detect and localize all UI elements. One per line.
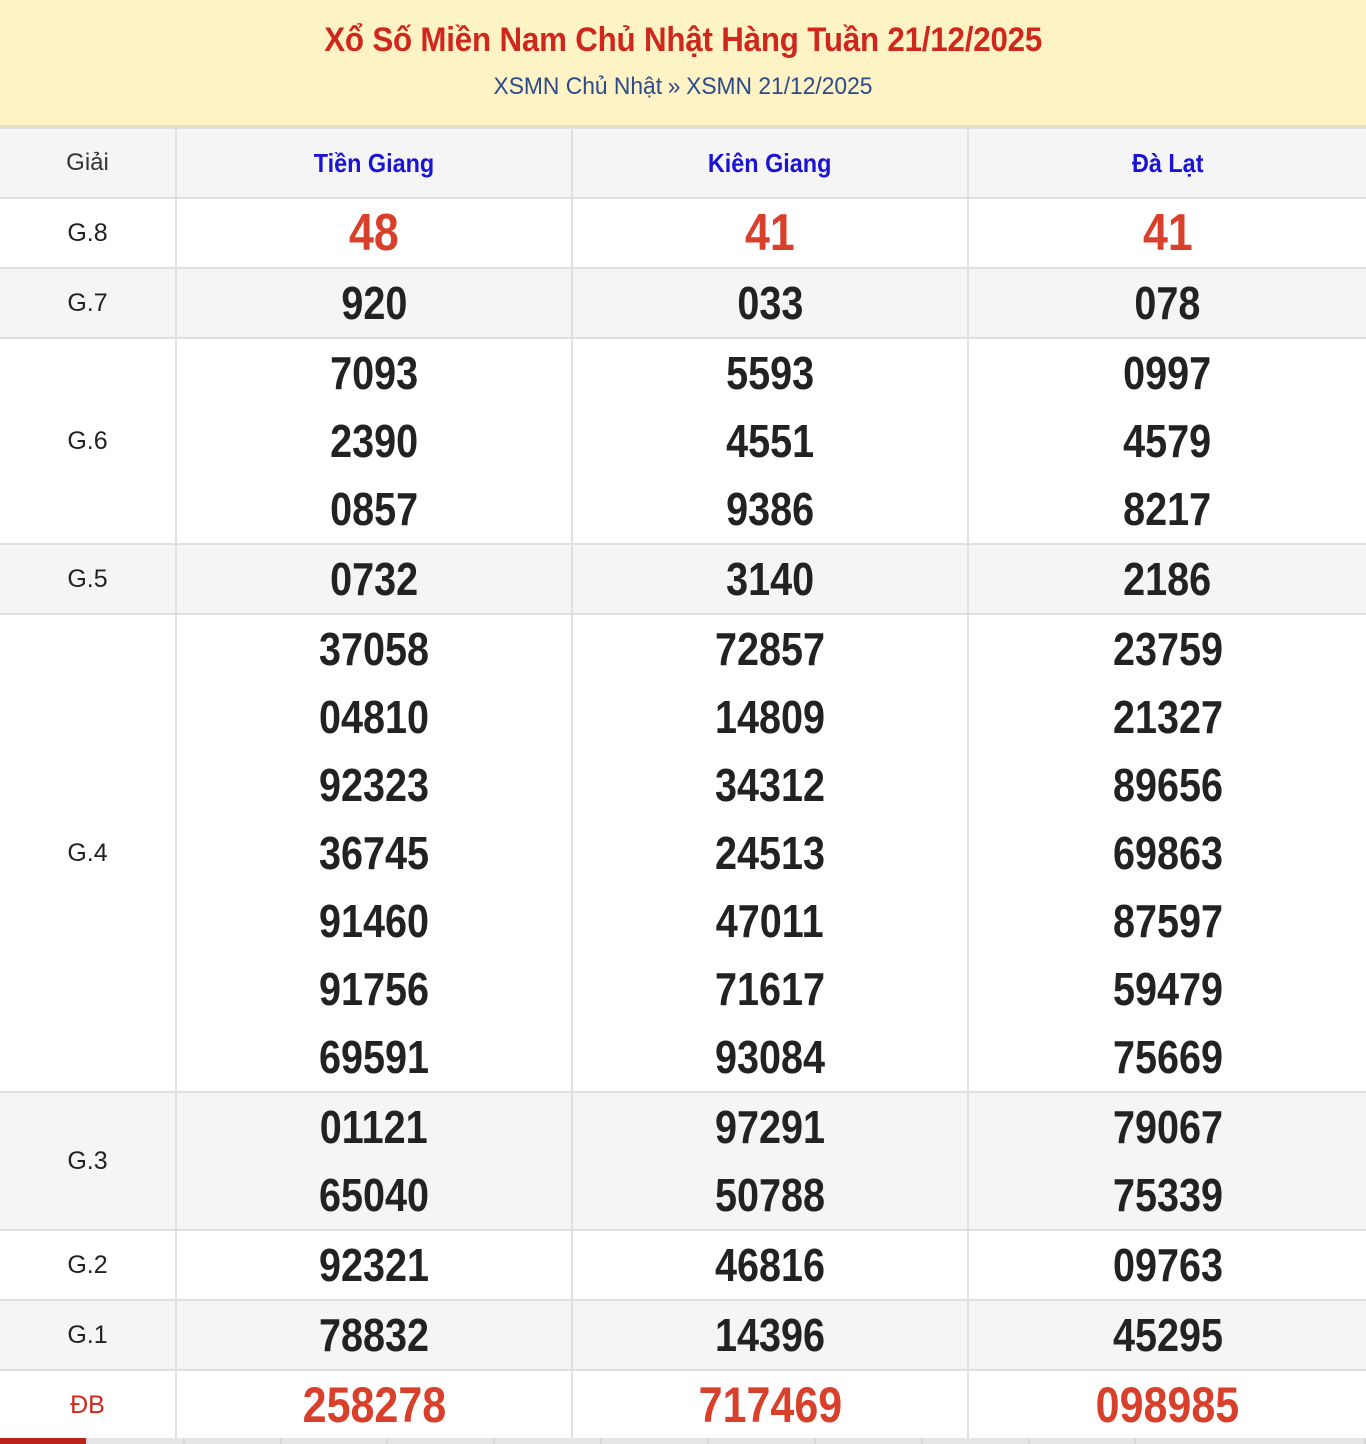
result-cell	[968, 338, 1366, 544]
prize-row-g5	[0, 544, 1366, 614]
result-cell	[572, 268, 968, 338]
winning-number: 46816	[714, 1239, 825, 1291]
prize-label: G.7	[0, 268, 176, 338]
prize-row-đb	[0, 1370, 1366, 1440]
prize-label: G.2	[0, 1230, 176, 1300]
results-table	[0, 127, 1366, 1441]
winning-number: 89656	[1112, 759, 1223, 811]
winning-number: 8217	[1123, 483, 1212, 535]
prize-row-g8	[0, 198, 1366, 268]
winning-number: 72857	[714, 623, 825, 675]
page-title: Xổ Số Miền Nam Chủ Nhật Hàng Tuần 21/12/2025	[324, 21, 1042, 59]
prize-row-g2	[0, 1230, 1366, 1300]
result-cell	[968, 614, 1366, 1092]
result-cell	[572, 1230, 968, 1300]
bottom-tab-10[interactable]	[1030, 1438, 1137, 1444]
page-banner	[0, 0, 1366, 127]
prize-row-g3	[0, 1092, 1366, 1230]
winning-number: 0732	[329, 553, 419, 605]
bottom-tab-6[interactable]	[602, 1438, 709, 1444]
result-cell	[572, 614, 968, 1092]
result-cell	[572, 1092, 968, 1230]
winning-number: 75339	[1112, 1169, 1223, 1221]
prize-row-g7	[0, 268, 1366, 338]
province-header-tien-giang[interactable]: Tiền Giang	[176, 128, 572, 198]
bottom-tab-0[interactable]	[0, 1438, 88, 1444]
winning-number: 14809	[714, 691, 825, 743]
bottom-tab-2[interactable]	[185, 1438, 282, 1444]
result-cell	[572, 198, 968, 268]
result-cell	[176, 1370, 572, 1440]
bottom-tab-8[interactable]	[816, 1438, 923, 1444]
winning-number: 78832	[318, 1309, 429, 1361]
result-cell	[572, 1370, 968, 1440]
province-header-kien-giang[interactable]: Kiên Giang	[572, 128, 968, 198]
winning-number: 69591	[318, 1031, 429, 1083]
result-cell	[968, 1300, 1366, 1370]
winning-number: 0857	[329, 483, 419, 535]
winning-number: 41	[745, 204, 795, 262]
result-cell	[176, 1092, 572, 1230]
winning-number: 48	[349, 204, 399, 262]
winning-number: 01121	[320, 1101, 428, 1153]
result-cell	[176, 1300, 572, 1370]
bottom-tab-4[interactable]	[388, 1438, 495, 1444]
result-cell	[572, 544, 968, 614]
result-cell	[176, 268, 572, 338]
winning-number: 078	[1134, 277, 1201, 329]
winning-number: 5593	[725, 347, 815, 399]
winning-number: 14396	[714, 1309, 825, 1361]
winning-number: 098985	[1095, 1377, 1240, 1433]
result-cell	[968, 1092, 1366, 1230]
winning-number: 717469	[698, 1377, 842, 1433]
breadcrumb-separator: »	[667, 73, 681, 100]
prize-row-g1	[0, 1300, 1366, 1370]
result-cell	[968, 1230, 1366, 1300]
bottom-tab-3[interactable]	[282, 1438, 389, 1444]
winning-number: 50788	[714, 1169, 825, 1221]
result-cell	[176, 338, 572, 544]
prize-label: G.5	[0, 544, 176, 614]
winning-number: 91756	[318, 963, 429, 1015]
prize-label: G.6	[0, 338, 176, 544]
results-body	[0, 198, 1366, 1440]
winning-number: 0997	[1123, 347, 1212, 399]
winning-number: 37058	[318, 623, 429, 675]
breadcrumb	[34, 73, 1332, 101]
prize-row-g4	[0, 614, 1366, 1092]
winning-number: 41	[1142, 204, 1193, 262]
result-cell	[176, 544, 572, 614]
result-cell	[176, 198, 572, 268]
winning-number: 75669	[1112, 1031, 1223, 1083]
bottom-tab-5[interactable]	[495, 1438, 602, 1444]
prize-label: G.8	[0, 198, 176, 268]
prize-label: G.4	[0, 614, 176, 1092]
winning-number: 258278	[302, 1377, 446, 1433]
prize-label: G.1	[0, 1300, 176, 1370]
winning-number: 033	[736, 277, 804, 329]
winning-number: 2186	[1123, 553, 1212, 605]
bottom-tab-7[interactable]	[709, 1438, 816, 1444]
winning-number: 24513	[714, 827, 825, 879]
winning-number: 920	[340, 277, 408, 329]
result-cell	[572, 1300, 968, 1370]
result-cell	[176, 1230, 572, 1300]
province-header-da-lat[interactable]: Đà Lạt	[968, 128, 1366, 198]
winning-number: 34312	[714, 759, 825, 811]
prize-label: ĐB	[0, 1370, 176, 1440]
prize-row-g6	[0, 338, 1366, 544]
winning-number: 93084	[714, 1031, 825, 1083]
winning-number: 69863	[1112, 827, 1223, 879]
result-cell	[968, 198, 1366, 268]
winning-number: 97291	[714, 1101, 825, 1153]
winning-number: 91460	[318, 895, 429, 947]
result-cell	[176, 614, 572, 1092]
winning-number: 45295	[1112, 1309, 1223, 1361]
winning-number: 71617	[714, 963, 825, 1015]
bottom-tab-1[interactable]	[88, 1438, 185, 1444]
winning-number: 9386	[725, 483, 815, 535]
result-cell	[968, 1370, 1366, 1440]
prize-column-header: Giải	[0, 128, 176, 198]
winning-number: 23759	[1112, 623, 1223, 675]
winning-number: 65040	[318, 1169, 429, 1221]
winning-number: 2390	[329, 415, 419, 467]
winning-number: 7093	[329, 347, 419, 399]
winning-number: 4551	[725, 415, 815, 467]
winning-number: 09763	[1112, 1239, 1223, 1291]
winning-number: 3140	[725, 553, 815, 605]
prize-label: G.3	[0, 1092, 176, 1230]
winning-number: 21327	[1112, 691, 1223, 743]
winning-number: 59479	[1112, 963, 1223, 1015]
result-cell	[968, 268, 1366, 338]
winning-number: 4579	[1123, 415, 1212, 467]
result-cell	[572, 338, 968, 544]
table-header-row	[0, 128, 1366, 198]
winning-number: 04810	[318, 691, 429, 743]
breadcrumb-link-sunday[interactable]: XSMN Chủ Nhật	[493, 73, 663, 100]
winning-number: 87597	[1112, 895, 1223, 947]
bottom-tab-strip	[0, 1438, 1366, 1444]
result-cell	[968, 544, 1366, 614]
winning-number: 47011	[716, 895, 824, 947]
winning-number: 36745	[318, 827, 429, 879]
bottom-tab-9[interactable]	[923, 1438, 1030, 1444]
winning-number: 79067	[1112, 1101, 1223, 1153]
breadcrumb-link-date[interactable]: XSMN 21/12/2025	[686, 73, 873, 100]
winning-number: 92321	[318, 1239, 429, 1291]
winning-number: 92323	[318, 759, 429, 811]
bottom-tab-11[interactable]	[1136, 1438, 1366, 1444]
